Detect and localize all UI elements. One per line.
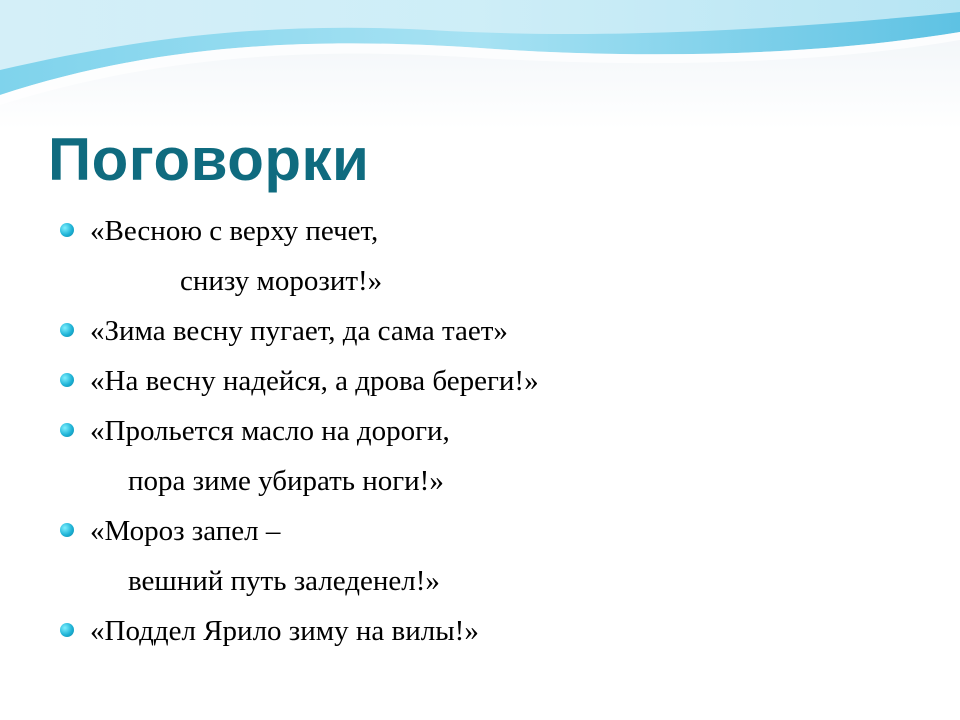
list-item xyxy=(58,206,539,306)
list-item xyxy=(58,306,539,356)
saying-line: «Поддел Ярило зиму на вилы!» xyxy=(90,615,479,647)
saying-line: «На весну надейся, а дрова береги!» xyxy=(90,365,539,397)
bullet-icon xyxy=(60,223,74,237)
bullet-icon xyxy=(60,323,74,337)
saying-line: «Прольется масло на дороги, xyxy=(90,415,450,447)
sayings-list xyxy=(58,206,539,656)
list-item xyxy=(58,506,539,606)
saying-line: пора зиме убирать ноги!» xyxy=(128,465,444,497)
list-item xyxy=(58,606,539,656)
list-item xyxy=(58,356,539,406)
saying-line: «Мороз запел – xyxy=(90,515,281,547)
saying-line: «Зима весну пугает, да сама тает» xyxy=(90,315,508,347)
list-item xyxy=(58,406,539,506)
bullet-icon xyxy=(60,623,74,637)
page-title: Поговорки xyxy=(48,126,370,193)
saying-line: «Весною с верху печет, xyxy=(90,215,379,247)
top-wave-decoration xyxy=(0,0,960,120)
bullet-icon xyxy=(60,373,74,387)
saying-line: снизу морозит!» xyxy=(180,265,383,297)
bullet-icon xyxy=(60,523,74,537)
bullet-icon xyxy=(60,423,74,437)
saying-line: вешний путь заледенел!» xyxy=(128,565,440,597)
